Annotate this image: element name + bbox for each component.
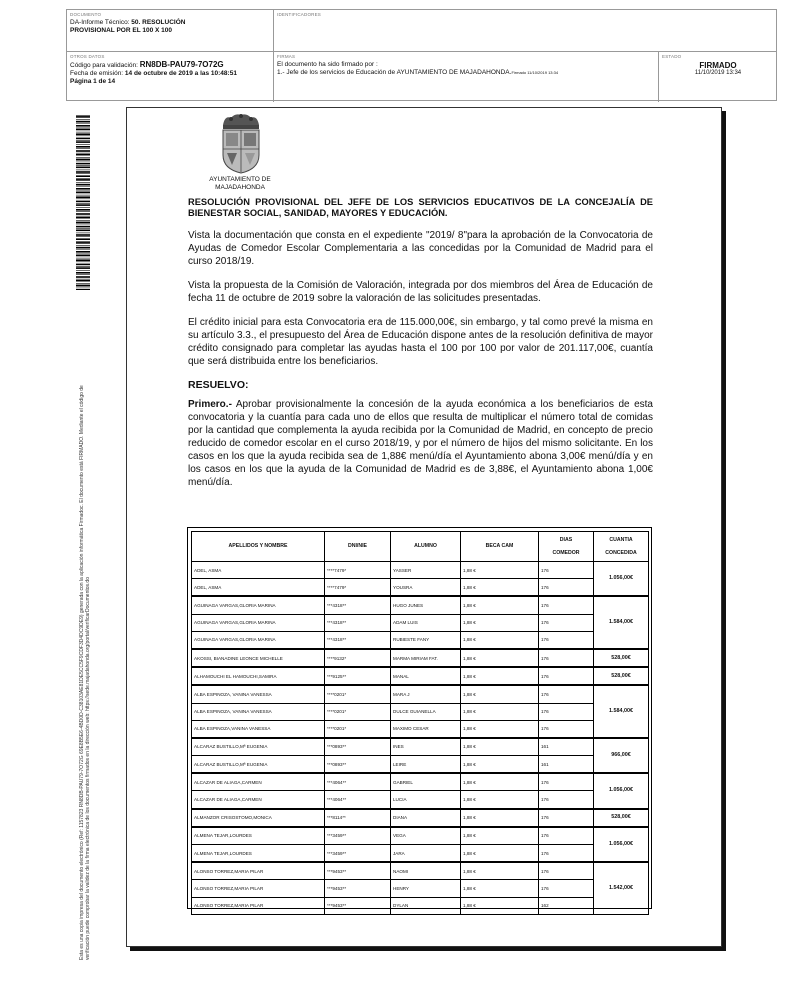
cell-dias: 162 bbox=[539, 897, 594, 914]
barcode-bar bbox=[76, 119, 90, 120]
verification-side-text bbox=[79, 300, 91, 960]
document-header bbox=[66, 9, 777, 101]
barcode-bar bbox=[76, 249, 90, 250]
barcode-bar bbox=[76, 216, 90, 217]
barcode-bar bbox=[76, 182, 90, 183]
barcode-bar bbox=[76, 157, 90, 158]
cell-dni: ***0893** bbox=[325, 738, 391, 755]
table-row bbox=[192, 827, 649, 844]
header-identificadores-cell bbox=[274, 10, 777, 52]
cell-cuantia: 1.056,00€ bbox=[594, 562, 649, 596]
barcode-bar bbox=[76, 175, 90, 177]
cell-alumno: JARA bbox=[391, 845, 461, 862]
barcode-bar bbox=[76, 133, 90, 135]
header-cuantia bbox=[594, 532, 649, 562]
cell-alumno: ADAM LUIS bbox=[391, 614, 461, 631]
resolution-title: RESOLUCIÓN PROVISIONAL DEL JEFE DE LOS SERVICIOS EDUCATIVOS DE LA CONCEJALÍA DE BIENESTAR SOCIAL, SANIDAD, MAYORES Y EDUCACIÓN. bbox=[188, 197, 653, 218]
cell-alumno: YASSER bbox=[391, 562, 461, 579]
cell-dias: 176 bbox=[539, 562, 594, 579]
barcode-bar bbox=[76, 279, 90, 280]
cell-cuantia: 966,00€ bbox=[594, 738, 649, 772]
cell-apellidos: ADEL, ASMA bbox=[192, 562, 325, 579]
barcode-bar bbox=[76, 204, 90, 206]
barcode-bar bbox=[76, 138, 90, 140]
barcode-bar bbox=[76, 136, 90, 137]
cell-beca: 1,88 € bbox=[461, 897, 539, 914]
table-row bbox=[192, 774, 649, 791]
barcode-bar bbox=[76, 280, 90, 282]
documento-line2: PROVISIONAL POR EL 100 X 100 bbox=[70, 27, 172, 34]
barcode-bar bbox=[76, 226, 90, 228]
cell-beca: 1,88 € bbox=[461, 597, 539, 614]
cell-beca: 1,88 € bbox=[461, 649, 539, 666]
firmas-line2: 1.- Jefe de los servicios de Educación de AYUNTAMIENTO DE MAJADAHONDA. bbox=[277, 69, 512, 76]
table-row bbox=[192, 845, 649, 862]
beneficiaries-table-frame bbox=[187, 527, 652, 909]
barcode-bar bbox=[76, 196, 90, 198]
cell-dni: ***4318** bbox=[325, 614, 391, 631]
cell-cuantia: 1.542,00€ bbox=[594, 863, 649, 915]
cell-alumno: GABRIEL bbox=[391, 774, 461, 791]
cell-dni: ***8114** bbox=[325, 809, 391, 826]
barcode-bar bbox=[76, 129, 90, 131]
header-beca: BECA CAM bbox=[461, 532, 539, 562]
cell-alumno: MANAL bbox=[391, 668, 461, 685]
barcode-bar bbox=[76, 184, 90, 186]
side-text-line2: verificación puede comprobar la validez de la firma electrónica de los documentos firmados en la dirección web: https://sede.majadahonda.org/portal/verificarDocumentos.do bbox=[85, 577, 92, 960]
barcode-bar bbox=[76, 191, 90, 192]
table-row bbox=[192, 880, 649, 897]
cell-beca: 1,88 € bbox=[461, 703, 539, 720]
cell-dias: 176 bbox=[539, 845, 594, 862]
cell-apellidos: AKOSSI, BIANADINE LEONCE MICHELLE bbox=[192, 649, 325, 666]
table-body bbox=[192, 562, 649, 915]
estado-date: 11/10/2019 13:34 bbox=[694, 70, 742, 76]
cell-apellidos: ALBA ESPINOZA,VANINA VANESSA bbox=[192, 720, 325, 737]
barcode-bar bbox=[76, 262, 90, 263]
cell-dias: 176 bbox=[539, 809, 594, 826]
cell-alumno: NAOMI bbox=[391, 863, 461, 880]
barcode-bar bbox=[76, 192, 90, 194]
barcode-bar bbox=[76, 241, 90, 242]
barcode-bar bbox=[76, 259, 90, 261]
table-row bbox=[192, 631, 649, 648]
cell-dias: 176 bbox=[539, 649, 594, 666]
cell-dias: 176 bbox=[539, 631, 594, 648]
barcode-bar bbox=[76, 266, 90, 267]
barcode-bar bbox=[76, 165, 90, 166]
cell-alumno: MARMA MIRIAM FAT. bbox=[391, 649, 461, 666]
barcode-bar bbox=[76, 254, 90, 255]
cell-dni: ***4064** bbox=[325, 774, 391, 791]
barcode-bar bbox=[76, 144, 90, 145]
primero-text: Aprobar provisionalmente la concesión de la ayuda económica a los beneficiarios de esta convocatoria y la cuantía para cada uno de ellos que resulta de multiplicar el número total de comidas por la cantidad que complementa la ayuda recibida por la Comunidad de Madrid, en concepto de precio reducido de comedor escolar en el curso 2018/19, y por el número de hijos del mismo solicitante. En los casos en los que la ayuda recibida sea de 1,88€ menú/día el Ayuntamiento abona 3,00€ menú/día y en los casos en los que la ayuda de la Comunidad de Madrid es de 3,88€, el Ayuntamiento abona 1,00€ menú/día. bbox=[188, 399, 653, 488]
header-alumno: ALUMNO bbox=[391, 532, 461, 562]
cell-dni: ****0201* bbox=[325, 703, 391, 720]
cell-apellidos: ALBA ESPINOZA, VANINA VANESSA bbox=[192, 686, 325, 703]
cell-dni: ***4318** bbox=[325, 597, 391, 614]
cell-cuantia: 528,00€ bbox=[594, 668, 649, 685]
barcode-bar bbox=[76, 258, 90, 259]
cell-dias: 176 bbox=[539, 791, 594, 808]
cell-beca: 1,88 € bbox=[461, 631, 539, 648]
barcode-bar bbox=[76, 161, 90, 162]
cell-cuantia: 1.584,00€ bbox=[594, 597, 649, 649]
barcode-bar bbox=[76, 178, 90, 179]
cell-cuantia: 1.584,00€ bbox=[594, 686, 649, 738]
cell-dni: ****7479* bbox=[325, 579, 391, 596]
barcode-bar bbox=[76, 283, 90, 284]
cell-alumno: HUGO JUNES bbox=[391, 597, 461, 614]
table-row bbox=[192, 809, 649, 826]
barcode-bar bbox=[76, 132, 90, 133]
barcode-bar bbox=[76, 167, 90, 169]
cell-cuantia: 528,00€ bbox=[594, 809, 649, 826]
barcode-bar bbox=[76, 267, 90, 269]
cell-dni: ***4318** bbox=[325, 631, 391, 648]
cell-cuantia: 1.056,00€ bbox=[594, 827, 649, 861]
firmas-line2-small: Firmado 11/10/2019 13:34 bbox=[511, 70, 559, 75]
table-row bbox=[192, 791, 649, 808]
cell-dias: 176 bbox=[539, 597, 594, 614]
barcode-bar bbox=[76, 146, 90, 148]
header-apellidos: APELLIDOS Y NOMBRE bbox=[192, 532, 325, 562]
cell-beca: 1,88 € bbox=[461, 774, 539, 791]
cell-dni: ****0201* bbox=[325, 686, 391, 703]
coat-of-arms-icon bbox=[217, 113, 265, 175]
cell-beca: 1,88 € bbox=[461, 880, 539, 897]
pagina: Página 1 de 14 bbox=[70, 78, 116, 85]
table-row bbox=[192, 756, 649, 773]
barcode-bar bbox=[76, 171, 90, 173]
cell-dni: ***3459** bbox=[325, 845, 391, 862]
header-documento-cell bbox=[67, 10, 274, 52]
barcode-bar bbox=[76, 220, 90, 221]
cell-dni: ***9453** bbox=[325, 863, 391, 880]
barcode-bar bbox=[76, 230, 90, 232]
cell-dias: 176 bbox=[539, 863, 594, 880]
cell-beca: 1,88 € bbox=[461, 827, 539, 844]
cell-alumno: MARA J bbox=[391, 686, 461, 703]
barcode-bar bbox=[76, 211, 90, 212]
documento-label: DOCUMENTO bbox=[70, 12, 102, 17]
barcode-bar bbox=[76, 115, 90, 116]
barcode-bar bbox=[76, 207, 90, 208]
cell-beca: 1,88 € bbox=[461, 686, 539, 703]
fecha-prefix: Fecha de emisión: bbox=[70, 70, 125, 77]
cell-dni: ***0893** bbox=[325, 756, 391, 773]
barcode-bar bbox=[76, 195, 90, 196]
barcode-bar bbox=[76, 150, 90, 152]
cell-dias: 176 bbox=[539, 880, 594, 897]
barcode-bar bbox=[76, 289, 90, 290]
barcode-bar bbox=[76, 201, 90, 203]
crest-label-line2: MAJADAHONDA bbox=[215, 184, 265, 191]
barcode-bar bbox=[76, 228, 90, 229]
cell-apellidos: ALCAZAR DE ALIAGA,CARMEN bbox=[192, 791, 325, 808]
cell-dias: 176 bbox=[539, 579, 594, 596]
cell-alumno: INES bbox=[391, 738, 461, 755]
cell-alumno: YOUSRA bbox=[391, 579, 461, 596]
documento-prefix: DA-Informe Técnico: bbox=[70, 19, 132, 26]
table-row bbox=[192, 720, 649, 737]
barcode-bar bbox=[76, 287, 90, 288]
barcode-bar bbox=[76, 140, 90, 141]
barcode-bar bbox=[76, 188, 90, 190]
barcode-bar bbox=[76, 274, 90, 275]
header-dni: DNI/NIE bbox=[325, 532, 391, 562]
barcode-bar bbox=[76, 116, 90, 118]
barcode-bar bbox=[76, 186, 90, 187]
cell-beca: 1,88 € bbox=[461, 863, 539, 880]
header-estado-cell bbox=[659, 52, 777, 102]
barcode-bar bbox=[76, 209, 90, 211]
barcode-bar bbox=[76, 163, 90, 165]
barcode-bar bbox=[76, 238, 90, 240]
cell-apellidos: ALMENA TEJAR,LOURDES bbox=[192, 845, 325, 862]
cell-beca: 1,88 € bbox=[461, 579, 539, 596]
fecha-value: 14 de octubre de 2019 a las 10:48:51 bbox=[124, 70, 237, 77]
barcode-bar bbox=[76, 141, 90, 143]
barcode-bar bbox=[76, 179, 90, 181]
cell-alumno: DULCE GUIANELLA bbox=[391, 703, 461, 720]
header-otros-datos-cell bbox=[67, 52, 274, 102]
table-row bbox=[192, 897, 649, 914]
barcode-bar bbox=[76, 154, 90, 156]
barcode-bar bbox=[76, 251, 90, 253]
cell-alumno: VEGA bbox=[391, 827, 461, 844]
cell-apellidos: ALMANZOR CRISOSTOMO,MONICA bbox=[192, 809, 325, 826]
identificadores-label: IDENTIFICADORES bbox=[277, 12, 322, 17]
barcode-bar bbox=[76, 159, 90, 161]
cell-dni: ***4064** bbox=[325, 791, 391, 808]
cell-dni: ***9125** bbox=[325, 668, 391, 685]
barcode-bar bbox=[76, 236, 90, 237]
header-dias-l1: DIAS bbox=[559, 536, 573, 543]
cell-dni: ****0201* bbox=[325, 720, 391, 737]
cell-beca: 1,88 € bbox=[461, 845, 539, 862]
cell-dias: 176 bbox=[539, 614, 594, 631]
barcode-bar bbox=[76, 255, 90, 257]
cell-dni: ****9132* bbox=[325, 649, 391, 666]
otros-label: OTROS DATOS bbox=[70, 54, 105, 59]
cell-apellidos: ALMENA TEJAR,LOURDES bbox=[192, 827, 325, 844]
cell-beca: 1,88 € bbox=[461, 809, 539, 826]
cell-alumno: LUCIA bbox=[391, 791, 461, 808]
resolution-body bbox=[188, 197, 653, 500]
cell-apellidos: AGUINAGA VARGAS,GLORIA MARINA bbox=[192, 614, 325, 631]
barcode-bar bbox=[76, 247, 90, 249]
table-row bbox=[192, 562, 649, 579]
cell-beca: 1,88 € bbox=[461, 562, 539, 579]
barcode-bar bbox=[76, 125, 90, 127]
table-row bbox=[192, 579, 649, 596]
cell-dias: 176 bbox=[539, 720, 594, 737]
barcode-icon bbox=[76, 115, 90, 290]
table-row bbox=[192, 863, 649, 880]
cell-apellidos: AGUINAGA VARGAS,GLORIA MARINA bbox=[192, 631, 325, 648]
barcode-bar bbox=[76, 233, 90, 234]
barcode-bar bbox=[76, 213, 90, 215]
cell-dias: 176 bbox=[539, 703, 594, 720]
crest-label bbox=[190, 176, 290, 192]
primero-paragraph bbox=[188, 398, 653, 489]
cell-alumno: RUBIESTE FANY bbox=[391, 631, 461, 648]
header-dias-l2: COMEDOR bbox=[552, 549, 580, 556]
estado-label: ESTADO bbox=[662, 54, 682, 59]
table-row bbox=[192, 668, 649, 685]
cell-dias: 161 bbox=[539, 756, 594, 773]
cell-beca: 1,88 € bbox=[461, 791, 539, 808]
cell-apellidos: ALBA ESPINOZA, VANINA VANESSA bbox=[192, 703, 325, 720]
barcode-bar bbox=[76, 128, 90, 129]
barcode-bar bbox=[76, 199, 90, 200]
cell-beca: 1,88 € bbox=[461, 668, 539, 685]
barcode-bar bbox=[76, 153, 90, 154]
barcode-bar bbox=[76, 217, 90, 219]
barcode-bar bbox=[76, 148, 90, 149]
cell-dias: 176 bbox=[539, 827, 594, 844]
table-row bbox=[192, 703, 649, 720]
paragraph-1: Vista la documentación que consta en el expediente "2019/ 8"para la aprobación de la Convocatoria de Ayudas de Comedor Escolar Complementaria a las concedidas por la Comunidad de Madrid para el curso 2018/19. bbox=[188, 230, 653, 267]
header-cuantia-l1: CUANTIA bbox=[609, 536, 633, 543]
cell-alumno: DYLAN bbox=[391, 897, 461, 914]
cell-alumno: LEIRE bbox=[391, 756, 461, 773]
barcode-bar bbox=[76, 170, 90, 171]
table-row bbox=[192, 738, 649, 755]
cell-apellidos: ALCARAZ BUSTILLO,Mª EUGENIA bbox=[192, 756, 325, 773]
cell-apellidos: ALHAMOUCHI EL HAMOUCHI,SAMIRA bbox=[192, 668, 325, 685]
cell-apellidos: ADEL, ASMA bbox=[192, 579, 325, 596]
cell-apellidos: ALONSO TORREZ,MARIA PILAR bbox=[192, 863, 325, 880]
header-firmas-cell bbox=[274, 52, 659, 102]
cell-alumno: DIANA bbox=[391, 809, 461, 826]
cell-beca: 1,88 € bbox=[461, 756, 539, 773]
cell-dias: 176 bbox=[539, 686, 594, 703]
cell-beca: 1,88 € bbox=[461, 720, 539, 737]
cell-apellidos: ALCAZAR DE ALIAGA,CARMEN bbox=[192, 774, 325, 791]
barcode-bar bbox=[76, 264, 90, 266]
cell-beca: 1,88 € bbox=[461, 614, 539, 631]
resuelvo-heading: RESUELVO: bbox=[188, 379, 249, 391]
cell-apellidos: AGUINAGA VARGAS,GLORIA MARINA bbox=[192, 597, 325, 614]
cell-dias: 176 bbox=[539, 774, 594, 791]
cell-alumno: HENRY bbox=[391, 880, 461, 897]
barcode-bar bbox=[76, 173, 90, 174]
cell-apellidos: ALONSO TORREZ,MARIA PILAR bbox=[192, 880, 325, 897]
barcode-bar bbox=[76, 121, 90, 123]
cell-apellidos: ALONSO TORREZ,MARIA PILAR bbox=[192, 897, 325, 914]
table-header-row bbox=[192, 532, 649, 562]
barcode-bar bbox=[76, 222, 90, 224]
cell-cuantia: 1.056,00€ bbox=[594, 774, 649, 808]
codigo-prefix: Código para validación: bbox=[70, 62, 140, 69]
barcode-bar bbox=[76, 285, 90, 287]
barcode-bar bbox=[76, 272, 90, 274]
barcode-bar bbox=[76, 245, 90, 246]
cell-cuantia: 528,00€ bbox=[594, 649, 649, 666]
firmas-label: FIRMAS bbox=[277, 54, 296, 59]
firmas-line1: El documento ha sido firmado por : bbox=[277, 61, 378, 68]
beneficiaries-table bbox=[191, 531, 649, 915]
cell-dni: ***9453** bbox=[325, 880, 391, 897]
header-dias bbox=[539, 532, 594, 562]
cell-beca: 1,88 € bbox=[461, 738, 539, 755]
barcode-bar bbox=[76, 203, 90, 204]
cell-dni: ****7479* bbox=[325, 562, 391, 579]
documento-bold: 50. RESOLUCIÓN bbox=[131, 19, 186, 26]
paragraph-3: El crédito inicial para esta Convocatoria era de 115.000,00€, sin embargo, y tal como prevé la misma en su artículo 3.3., el presupuesto del Área de Educación dispone antes de la resolución definitiva de mayor crédito consignado para completar las ayudas hasta el 100 por 100 por valor de 201.117,00€, cuantía que será distribuida entre los beneficiarios. bbox=[188, 317, 653, 367]
estado-value: FIRMADO bbox=[699, 61, 737, 70]
page-shadow-right bbox=[722, 111, 726, 951]
cell-alumno: MAXIMO CESAR bbox=[391, 720, 461, 737]
barcode-bar bbox=[76, 224, 90, 225]
barcode-bar bbox=[76, 270, 90, 271]
table-row bbox=[192, 649, 649, 666]
cell-dias: 176 bbox=[539, 668, 594, 685]
barcode-bar bbox=[76, 123, 90, 124]
barcode-bar bbox=[76, 276, 90, 278]
primero-label: Primero.- bbox=[188, 399, 232, 410]
header-cuantia-l2: CONCEDIDA bbox=[605, 549, 637, 556]
side-text-line1: Esta es una copia impresa del documento electrónico (Ref: 1157823 RN8DB-PAU79-7O72G 69E8B5E6-4BD0D-C38103AE81DE5CC5F9CDF3D4DC9DE9) generada con la aplicación informática Firmadoc. El documento está FIRMADO. Mediante el código de bbox=[79, 385, 85, 960]
cell-dni: ***3459** bbox=[325, 827, 391, 844]
barcode-bar bbox=[76, 242, 90, 244]
cell-dias: 161 bbox=[539, 738, 594, 755]
page-shadow-bottom bbox=[130, 947, 726, 951]
table-row bbox=[192, 686, 649, 703]
cell-dni: ***9453** bbox=[325, 897, 391, 914]
table-row bbox=[192, 614, 649, 631]
table-row bbox=[192, 597, 649, 614]
codigo-value: RN8DB-PAU79-7O72G bbox=[139, 60, 224, 69]
paragraph-2: Vista la propuesta de la Comisión de Valoración, integrada por dos miembros del Área de Educación de fecha 11 de octubre de 2019 sobre la valoración de las solicitudes presentadas. bbox=[188, 280, 653, 304]
cell-apellidos: ALCARAZ BUSTILLO,Mª EUGENIA bbox=[192, 738, 325, 755]
crest-label-line1: AYUNTAMIENTO DE bbox=[209, 176, 271, 183]
barcode-bar bbox=[76, 234, 90, 236]
